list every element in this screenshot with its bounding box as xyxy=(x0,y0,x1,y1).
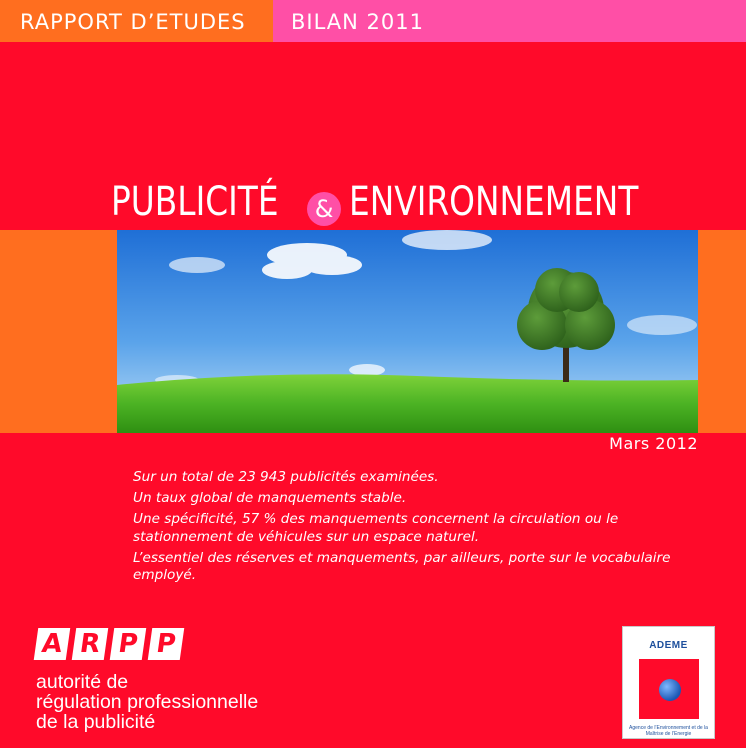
arpp-letter: A xyxy=(34,628,70,660)
summary-line: Une spécificité, 57 % des manquements concernent la circulation ou le stationnement de véhicules sur un espace naturel. xyxy=(133,511,619,545)
landscape-image xyxy=(117,230,698,433)
arpp-full-name xyxy=(36,672,258,732)
arpp-letter: R xyxy=(72,628,108,660)
page-title xyxy=(111,176,702,236)
summary-line: Sur un total de 23 943 publicités examinées. xyxy=(133,469,439,485)
arpp-name-line: régulation professionnelle xyxy=(36,691,259,713)
title-word-environnement: ENVIRONNEMENT xyxy=(349,179,639,225)
arpp-letter: P xyxy=(110,628,146,660)
ampersand-badge: & xyxy=(307,192,341,226)
report-type-tab: RAPPORT D’ETUDES xyxy=(0,0,273,42)
ademe-caption: Agence de l’Environnement et de la Maîtrise de l’Energie xyxy=(629,725,708,737)
ademe-emblem xyxy=(639,659,699,719)
report-year-tab: BILAN 2011 xyxy=(273,0,746,42)
arpp-name-line: de la publicité xyxy=(36,711,156,733)
summary-line: Un taux global de manquements stable. xyxy=(133,490,407,507)
title-word-publicite: PUBLICITÉ xyxy=(110,179,279,225)
publication-date: Mars 2012 xyxy=(609,434,698,453)
summary-text xyxy=(133,469,673,588)
ademe-logo xyxy=(622,626,715,739)
arpp-letter-row xyxy=(36,628,258,660)
arpp-name-line: autorité de xyxy=(36,671,129,693)
ademe-name: ADEME xyxy=(649,640,688,651)
arpp-logo xyxy=(36,628,258,732)
arpp-letter: P xyxy=(148,628,184,660)
landscape-illustration xyxy=(117,230,698,433)
summary-line: L’essentiel des réserves et manquements, par ailleurs, porte sur le vocabulaire employé. xyxy=(133,549,671,584)
globe-icon xyxy=(659,679,681,701)
